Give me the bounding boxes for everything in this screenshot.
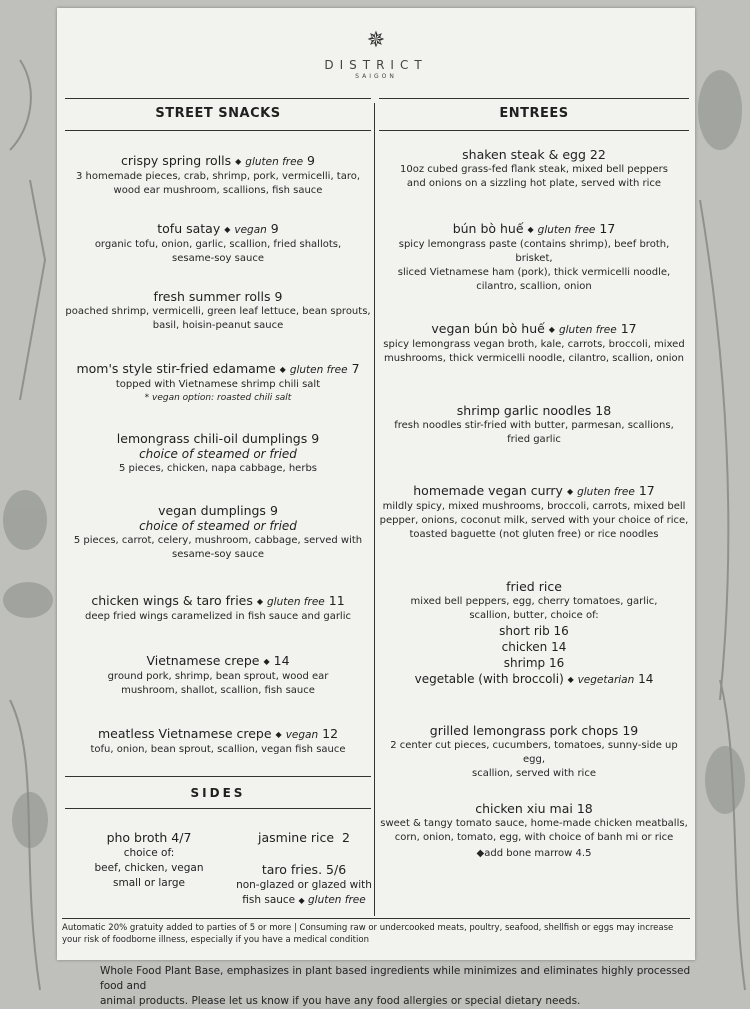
item-description: 5 pieces, carrot, celery, mushroom, cabbage, served with bbox=[73, 535, 363, 546]
divider bbox=[65, 130, 371, 131]
item-name: meatless Vietnamese crepe bbox=[97, 726, 272, 741]
snack-item bbox=[65, 503, 371, 562]
item-note: * vegan option: roasted chili salt bbox=[144, 393, 292, 403]
side-pho-broth bbox=[79, 830, 219, 891]
item-description: tofu, onion, bean sprout, scallion, vegan fish sauce bbox=[90, 744, 346, 755]
option-label: short rib bbox=[499, 624, 550, 638]
item-addon bbox=[379, 847, 689, 861]
item-description: cilantro, scallion, onion bbox=[476, 281, 592, 292]
option-label: vegetable (with broccoli) bbox=[414, 672, 564, 686]
dietary-note bbox=[100, 964, 700, 1009]
item-header bbox=[65, 289, 371, 305]
dietary-tag: vegetarian bbox=[577, 674, 635, 686]
item-header bbox=[379, 579, 689, 595]
item-description: fresh noodles stir-fried with butter, parmesan, scallions, bbox=[394, 420, 674, 431]
item-header bbox=[65, 431, 371, 447]
item-price: 11 bbox=[328, 593, 345, 608]
item-price: 9 bbox=[269, 503, 278, 518]
item-header bbox=[379, 723, 689, 739]
item-description: deep fried wings caramelized in fish sauce and garlic bbox=[84, 611, 351, 622]
dietary-tag: vegan bbox=[234, 224, 267, 236]
snack-item bbox=[65, 153, 371, 198]
dietary-tag: gluten free bbox=[245, 156, 304, 168]
snack-item bbox=[65, 593, 371, 624]
item-price: 22 bbox=[589, 147, 606, 162]
option-price: 14 bbox=[551, 640, 567, 654]
item-price: 9 bbox=[311, 431, 320, 446]
item-name: bún bò huế bbox=[452, 221, 524, 236]
entree-item bbox=[379, 579, 689, 688]
item-description: sweet & tangy tomato sauce, home-made chicken meatballs, bbox=[380, 818, 688, 829]
dietary-tag: vegan bbox=[285, 729, 319, 741]
item-description: scallion, served with rice bbox=[472, 768, 596, 779]
item-description: scallion, butter, choice of: bbox=[469, 610, 599, 621]
option-price: 16 bbox=[553, 624, 569, 638]
restaurant-logo bbox=[57, 30, 695, 80]
item-name: shrimp garlic noodles bbox=[456, 403, 592, 418]
diamond-icon: ◆ bbox=[279, 365, 286, 374]
item-description: corn, onion, tomato, egg, with choice of banh mi or rice bbox=[394, 832, 674, 843]
section-title-street-snacks: STREET SNACKS bbox=[155, 106, 281, 121]
section-title-entrees: ENTREES bbox=[499, 106, 569, 121]
item-option: choice of steamed or fried bbox=[139, 519, 297, 533]
snack-item bbox=[65, 221, 371, 266]
side-desc: beef, chicken, vegan bbox=[94, 862, 204, 874]
item-header bbox=[65, 221, 371, 238]
diamond-icon: ◆ bbox=[566, 487, 574, 496]
item-description: 5 pieces, chicken, napa cabbage, herbs bbox=[118, 463, 318, 474]
diamond-icon: ◆ bbox=[567, 675, 574, 684]
item-description: mildly spicy, mixed mushrooms, broccoli, carrots, mixed bell bbox=[382, 501, 686, 512]
item-description: sesame-soy sauce bbox=[172, 549, 264, 560]
item-price: 7 bbox=[351, 361, 360, 376]
item-description: wood ear mushroom, scallions, fish sauce bbox=[113, 185, 323, 196]
item-price: 17 bbox=[638, 483, 655, 498]
diamond-icon: ◆ bbox=[224, 225, 231, 234]
item-name: fried rice bbox=[506, 579, 562, 594]
side-name: taro fries. bbox=[261, 862, 323, 877]
item-description: organic tofu, onion, garlic, scallion, fried shallots, bbox=[94, 239, 342, 250]
dietary-tag: gluten free bbox=[577, 486, 635, 498]
item-name: mom's style stir-fried edamame bbox=[76, 361, 276, 376]
item-header bbox=[65, 593, 371, 610]
entree-item bbox=[379, 723, 689, 781]
entree-item bbox=[379, 321, 689, 366]
snack-item bbox=[65, 726, 371, 757]
item-description: basil, hoisin-peanut sauce bbox=[152, 320, 284, 331]
diamond-icon: ◆ bbox=[263, 657, 270, 666]
item-header bbox=[65, 726, 371, 743]
side-price: 2 bbox=[342, 830, 350, 845]
fried-rice-option bbox=[379, 639, 689, 655]
diamond-icon: ◆ bbox=[548, 325, 555, 334]
item-price: 9 bbox=[270, 221, 279, 236]
entree-item bbox=[379, 483, 689, 542]
option-price: 16 bbox=[548, 656, 565, 670]
item-name: chicken wings & taro fries bbox=[91, 593, 253, 608]
diamond-icon: ◆ bbox=[256, 597, 264, 606]
snack-item bbox=[65, 361, 371, 405]
dietary-tag: gluten free bbox=[267, 596, 325, 608]
item-price: 17 bbox=[599, 221, 616, 236]
entree-item bbox=[379, 147, 689, 191]
side-name: jasmine rice bbox=[258, 830, 335, 845]
item-name: chicken xiu mai bbox=[475, 801, 573, 816]
dietary-tag: gluten free bbox=[558, 324, 617, 336]
side-jasmine-rice bbox=[229, 830, 379, 846]
gratuity-notice: Automatic 20% gratuity added to parties of 5 or more | Consuming raw or undercooked meats, poultry, seafood, shellfish or eggs may increase your risk of foodborne illness, especially if you have a medical condition bbox=[62, 918, 690, 946]
item-description: ground pork, shrimp, bean sprout, wood ear bbox=[107, 671, 329, 682]
dietary-tag: gluten free bbox=[537, 224, 596, 236]
diamond-icon: ◆ bbox=[235, 157, 242, 166]
snack-item bbox=[65, 289, 371, 333]
side-desc: choice of: bbox=[123, 847, 175, 859]
item-price: 9 bbox=[274, 289, 283, 304]
fried-rice-option bbox=[379, 671, 689, 688]
item-name: shaken steak & egg bbox=[462, 147, 586, 162]
item-description: and onions on a sizzling hot plate, served with rice bbox=[406, 178, 662, 189]
item-price: 18 bbox=[595, 403, 612, 418]
item-name: lemongrass chili-oil dumplings bbox=[116, 431, 308, 446]
side-desc: small or large bbox=[113, 877, 185, 889]
item-header bbox=[379, 403, 689, 419]
item-description: spicy lemongrass paste (contains shrimp), beef broth, brisket, bbox=[398, 239, 670, 264]
star-icon: ✵ bbox=[366, 28, 386, 53]
item-name: homemade vegan curry bbox=[413, 483, 563, 498]
item-name: fresh summer rolls bbox=[153, 289, 271, 304]
item-description: pepper, onions, coconut milk, served with your choice of rice, bbox=[379, 515, 689, 526]
dietary-tag: gluten free bbox=[307, 894, 366, 906]
column-divider bbox=[374, 103, 375, 916]
item-header bbox=[379, 321, 689, 338]
diamond-icon: ◆ bbox=[275, 730, 282, 739]
item-price: 14 bbox=[273, 653, 290, 668]
item-description: sliced Vietnamese ham (pork), thick vermicelli noodle, bbox=[397, 267, 671, 278]
item-description: mushrooms, thick vermicelli noodle, cilantro, scallion, onion bbox=[384, 353, 684, 364]
diamond-icon: ◆ bbox=[527, 225, 534, 234]
note-line: Whole Food Plant Base, emphasizes in plant based ingredients while minimizes and eliminates highly processed food and bbox=[100, 965, 691, 992]
side-price: 5/6 bbox=[326, 862, 347, 877]
menu-page bbox=[57, 8, 695, 960]
side-desc: non-glazed or glazed with bbox=[236, 879, 372, 891]
entree-item bbox=[379, 221, 689, 294]
entree-item bbox=[379, 801, 689, 861]
item-name: grilled lemongrass pork chops bbox=[429, 723, 619, 738]
item-description: spicy lemongrass vegan broth, kale, carrots, broccoli, mixed bbox=[383, 339, 685, 350]
section-title-sides: SIDES bbox=[190, 786, 246, 800]
item-name: vegan bún bò huế bbox=[431, 321, 545, 336]
divider bbox=[379, 130, 689, 131]
item-price: 18 bbox=[576, 801, 593, 816]
fried-rice-option bbox=[379, 623, 689, 639]
street-snacks-column bbox=[65, 98, 371, 755]
diamond-icon: ◆ bbox=[298, 896, 305, 905]
option-price: 14 bbox=[638, 672, 654, 686]
entree-item bbox=[379, 403, 689, 447]
option-label: shrimp bbox=[503, 656, 546, 670]
item-header bbox=[379, 483, 689, 500]
item-description: sesame-soy sauce bbox=[172, 253, 264, 264]
brand-name: DISTRICT bbox=[324, 58, 428, 72]
item-header bbox=[379, 801, 689, 817]
side-name: pho broth bbox=[106, 830, 168, 845]
item-description: topped with Vietnamese shrimp chili salt bbox=[115, 379, 321, 390]
snack-item bbox=[65, 653, 371, 698]
divider bbox=[65, 776, 371, 777]
entrees-column bbox=[379, 98, 689, 859]
item-price: 9 bbox=[307, 153, 315, 168]
divider bbox=[65, 808, 371, 809]
item-header bbox=[65, 503, 371, 519]
item-header bbox=[65, 153, 371, 170]
brand-subtitle: SAIGON bbox=[355, 73, 397, 80]
item-price: 19 bbox=[622, 723, 639, 738]
item-price: 12 bbox=[322, 726, 339, 741]
item-description: fried garlic bbox=[507, 434, 561, 445]
item-name: tofu satay bbox=[157, 221, 221, 236]
addon-label: ◆add bone marrow bbox=[476, 848, 573, 859]
item-header bbox=[65, 653, 371, 670]
option-label: chicken bbox=[501, 640, 548, 654]
item-name: Vietnamese crepe bbox=[146, 653, 260, 668]
item-name: vegan dumplings bbox=[158, 503, 266, 518]
item-header bbox=[379, 147, 689, 163]
item-description: 10oz cubed grass-fed flank steak, mixed bell peppers bbox=[400, 164, 668, 175]
side-desc: fish sauce bbox=[242, 894, 296, 906]
item-option: choice of steamed or fried bbox=[139, 447, 297, 461]
item-description: poached shrimp, vermicelli, green leaf lettuce, bean sprouts, bbox=[65, 306, 371, 317]
item-header bbox=[379, 221, 689, 238]
snack-item bbox=[65, 431, 371, 476]
fried-rice-option bbox=[379, 655, 689, 671]
dietary-tag: gluten free bbox=[289, 364, 348, 376]
item-description: toasted baguette (not gluten free) or rice noodles bbox=[409, 529, 659, 540]
item-description: mushroom, shallot, scallion, fish sauce bbox=[121, 685, 315, 696]
item-price: 17 bbox=[620, 321, 637, 336]
item-description: mixed bell peppers, egg, cherry tomatoes, garlic, bbox=[410, 596, 658, 607]
note-line: animal products. Please let us know if you have any food allergies or special dietary needs. bbox=[100, 995, 581, 1007]
item-header bbox=[65, 361, 371, 378]
addon-price: 4.5 bbox=[575, 848, 592, 859]
item-name: crispy spring rolls bbox=[121, 153, 232, 168]
side-taro-fries bbox=[229, 862, 379, 908]
item-description: 3 homemade pieces, crab, shrimp, pork, vermicelli, taro, bbox=[75, 171, 361, 182]
side-price: 4/7 bbox=[171, 830, 192, 845]
item-description: 2 center cut pieces, cucumbers, tomatoes, sunny-side up egg, bbox=[390, 740, 678, 765]
